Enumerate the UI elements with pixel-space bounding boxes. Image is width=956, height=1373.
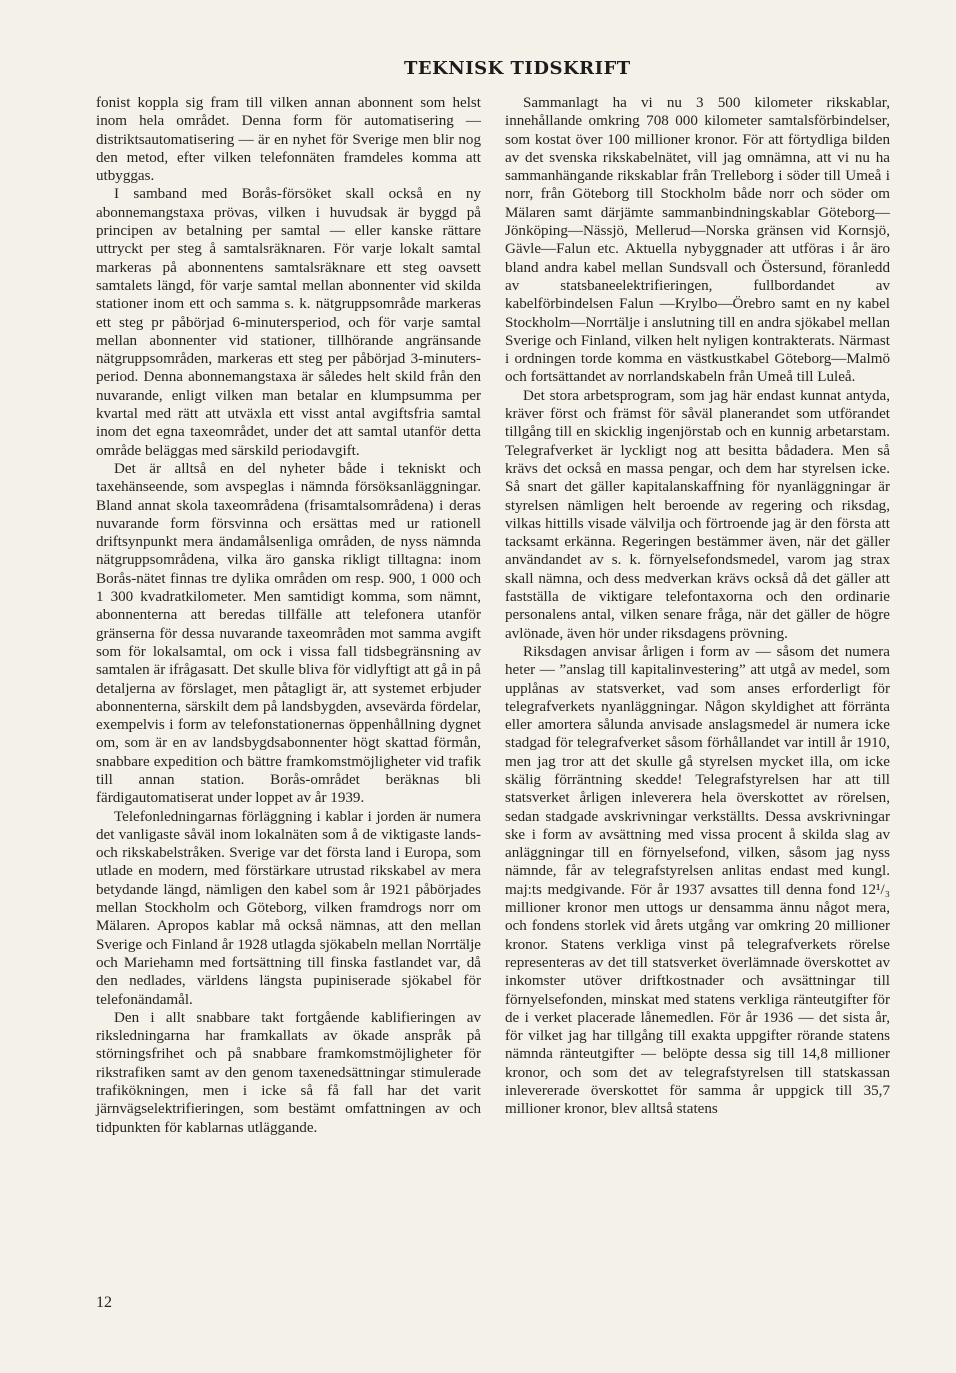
paragraph: Sammanlagt ha vi nu 3 500 kilometer rikskablar, innehållande omkring 708 000 kilometer samtalsförbindelser, som kostat över 100 millioner kronor. För att förtydliga bilden av det svenska rikskabelnätet, vill jag omnämna, att vi nu ha sammanhängande rikskablar från Trelleborg i söder till Umeå i norr, från Göteborg till Stockholm både norr och söder om Mälaren samt därjämte sammanbindningskablar Göteborg—Jönköping—Nässjö, Mellerud—Norska gränsen vid Kornsjö, Gävle—Falun etc. Aktuella nybyggnader att utföras i år äro bland andra kabel mellan Sundsvall och Östersund, föranledd av statsbaneelektrifieringen, fullbordandet av kabelförbindelsen Falun —Krylbo—Örebro samt en ny kabel Stockholm—Norrtälje i anslutning till en andra sjökabel mellan Sverige och Finland, vilken helt nyligen kontrakterats. Närmast i ordningen torde komma en västkustkabel Göteborg—Malmö och fortsättandet av norrlandskabeln från Umeå till Luleå. — [505, 95, 890, 386]
right-column — [505, 94, 890, 1119]
paragraph: Det stora arbetsprogram, som jag här endast kunnat antyda, kräver först och främst för såväl planerandet som utförandet tillgång till en skicklig ingenjörstab och en kunnig arbetarstam. Telegrafverket är lyckligt nog att besitta bådadera. Men så krävs det också en massa pengar, och dem har styrelsen icke. Så snart det gäller kapitalanskaffning för nyanläggningar är styrelsen nämligen helt beroende av regering och riksdag, vilkas hittills visade välvilja och förtroende jag är den första att tacksamt erkänna. Regeringen bestämmer även, när det gäller användandet av s. k. förnyelsefondsmedel, varom jag strax skall nämna, och dess medverkan krävs också då det gäller att fastställa de viktigare telefontaxorna och den ordinarie personalens antal, vilken senare fråga, när det gäller de högre avlönade, även hör under riksdagens prövning. — [505, 387, 890, 642]
journal-title: TEKNISK TIDSKRIFT — [404, 58, 631, 79]
left-column — [96, 94, 481, 1137]
paragraph: Riksdagen anvisar årligen i form av — såsom det numera heter — ”anslag till kapitalinvestering” att utgå av medel, som upplånas av statsverket, vad som anses erforderligt för telegrafverkets nyanläggningar. Någon skyldighet att förränta eller amortera sålunda anvisade anslagsmedel är numera icke stadgad för telegrafverket såsom förhållandet var intill år 1910, men jag tror att det skulle gå styrelsen mycket illa, om icke skälig förräntning skedde! Telegrafstyrelsen har att till statsverket årligen inleverera hela överskottet av rörelsen, sedan stadgade avskrivningar verkställts. Dessa avskrivningar ske i form av avsättning med vissa procent å skilda slag av anläggningar till en förnyelsefond, vilken, såsom jag nyss nämnde, får av telegrafstyrelsen anlitas endast med kungl. maj:ts medgivande. För år 1937 avsattes till denna fond 12¹/₃ millioner kronor men uttogs ur densamma ännu något mera, och fondens storlek vid årets utgång var omkring 20 millioner kronor. Statens verkliga vinst på telegrafverkets rörelse representeras av det till statsverket överlämnade överskottet av inkomster utöver driftkostnader och avsättningar till förnyelsefonden, minskat med statens verkliga ränteutgifter för de i verket placerade lånemedlen. För år 1936 — det sista år, för vilket jag har tillgång till exakta uppgifter rörande statens nämnda ränteutgifter — belöpte dessa sig till 14,8 millioner kronor, och som det av telegrafstyrelsen till statskassan inlevererade överskottet för samma år uppgick till 35,7 millioner kronor, blev alltså statens — [505, 643, 890, 1118]
paragraph: Den i allt snabbare takt fortgående kablifieringen av riksledningarna har framkallats av ökade anspråk på störningsfrihet och på snabbare framkomstmöjligheter för rikstrafiken samt av den genom taxenedsättningar stimulerade trafikökningen, men i icke så få fall har det varit järnvägselektrifieringen, som bestämt omfattningen av och tidpunkten för kablarnas utläggande. — [96, 1009, 481, 1136]
page-number: 12 — [96, 1294, 112, 1311]
paragraph: I samband med Borås-försöket skall också en ny abonnemangstaxa prövas, vilken i huvudsak är byggd på principen av betalning per samtal — eller kanske rättare uttryckt per steg å samtalsräknaren. För varje lokalt samtal markeras på abonnentens samtalsräknare ett steg oavsett samtalets längd, för varje samtal mellan abonnenter vid skilda stationer inom ett och samma s. k. nätgruppsområde markeras ett steg pr påbörjad 6-minutersperiod, och för varje samtal mellan abonnenter vid stationer, tillhörande angränsande nätgruppsområden, markeras ett steg per påbörjad 3-minuters-period. Denna abonnemangstaxa är således helt skild från den nuvarande, enligt vilken man betalar en klumpsumma per kvartal med rätt att utväxla ett visst antal avgiftsfria samtal inom det egna taxeområdet, under det att samtal utanför detta område beläggas med särskild periodavgift. — [96, 186, 481, 459]
paragraph: Det är alltså en del nyheter både i tekniskt och taxehänseende, som avspeglas i nämnda försöksanläggningar. Bland annat skola taxeområdena (frisamtalsområdena) i deras nuvarande form försvinna och ersättas med ur rationell driftsynpunkt mera ändamålsenliga områden, de nyss nämnda nätgruppsområdena, vilka äro ganska rikligt tilltagna: inom Borås-nätet finnas tre dylika områden om resp. 900, 1 000 och 1 300 kvadratkilometer. Men samtidigt komma, som nämnt, abonnenterna att beredas tillfälle att telefonera utanför gränserna för dessa nuvarande taxeområden mot samma avgift som för lokalsamtal, om ock i vissa fall tidsbegränsning av samtalen är ifrågasatt. Det skulle bliva för vidlyftigt att gå in på detaljerna av förslaget, men påtagligt är, att systemet erbjuder abonnenterna, särskilt dem på landsbygden, avsevärda fördelar, exempelvis i form av telefonstationernas öppenhållning dygnet om, som är en av landsbygdsabonnenter högt skattad förmån, snabbare expedition och bättre framkomstmöjligheter vid trafik till annan station. Borås-området beräknas bli färdigautomatiserat under loppet av år 1939. — [96, 460, 481, 807]
paragraph: fonist koppla sig fram till vilken annan abonnent som helst inom hela området. Denna form för automatisering — distriktsautomatisering — är en nyhet för Sverige men blir nog den metod, efter vilken telefonnäten framdeles komma att utbyggas. — [96, 95, 481, 185]
paragraph: Telefonledningarnas förläggning i kablar i jorden är numera det vanligaste såväl inom lokalnäten som å de viktigaste lands- och rikskabelstråken. Sverige var det första land i Europa, som utlade en modern, med förstärkare utrustad rikskabel av mera betydande längd, nämligen den kabel som år 1921 påbörjades mellan Stockholm och Göteborg, vilken framdrogs norr om Mälaren. Apropos kablar må också nämnas, att den mellan Sverige och Finland år 1928 utlagda sjökabeln mellan Norrtälje och Mariehamn med fortsättning till finska fastlandet var, då den nedlades, världens längsta pupiniserade sjökabel för telefonändamål. — [96, 808, 481, 1008]
